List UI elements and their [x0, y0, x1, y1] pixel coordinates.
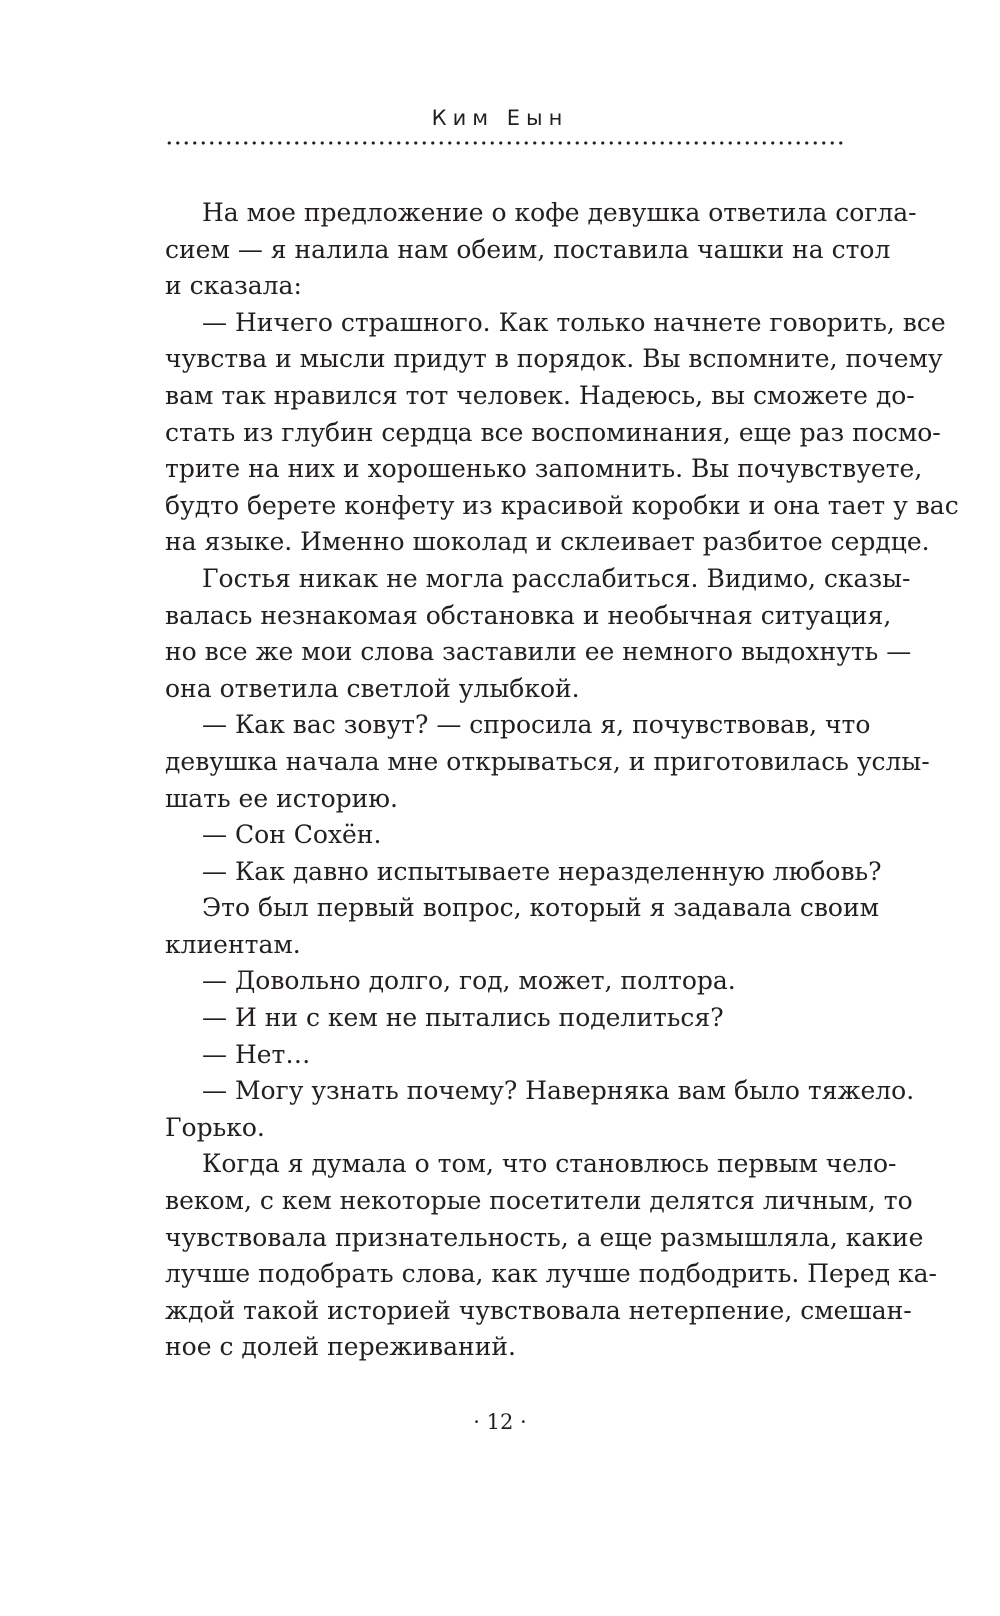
folio-bullet-right: · [520, 1410, 527, 1434]
text-line: стать из глубин сердца все воспоминания, еще раз посмо- [165, 417, 941, 447]
text-line: сием — я налила нам обеим, поставила чашки на стол [165, 234, 891, 264]
text-line: На мое предложение о кофе девушка ответила согла- [202, 198, 917, 227]
running-head-author: Ким Еын [431, 106, 569, 130]
page-number-value: 12 [486, 1410, 514, 1434]
text-line: ждой такой историей чувствовала нетерпение, смешан- [165, 1295, 912, 1325]
text-line: шать ее историю. [165, 783, 398, 813]
text-line: лучше подобрать слова, как лучше подбодрить. Перед ка- [165, 1259, 937, 1289]
text-line: — Ничего страшного. Как только начнете говорить, все [202, 307, 946, 337]
text-line: трите на них и хорошенько запомнить. Вы почувствуете, [165, 454, 923, 484]
text-line: Гостья никак не могла расслабиться. Видимо, сказы- [202, 563, 911, 593]
text-line: — Нет… [202, 1039, 311, 1069]
text-line: — Довольно долго, год, может, полтора. [202, 966, 736, 996]
text-line: — Как давно испытываете неразделенную любовь? [202, 856, 882, 886]
text-line: будто берете конфету из красивой коробки и она тает у вас [165, 490, 959, 520]
text-line: девушка начала мне открываться, и приготовилась услы- [165, 746, 930, 776]
body-text [165, 195, 959, 1366]
text-line: чувства и мысли придут в порядок. Вы вспомните, почему [165, 344, 943, 374]
text-line: ное с долей переживаний. [165, 1332, 516, 1362]
text-line: клиентам. [165, 929, 301, 959]
text-line: — Сон Сохён. [202, 820, 382, 850]
text-line: Когда я думала о том, что становлюсь первым чело- [202, 1149, 897, 1179]
page-number [0, 1410, 1000, 1434]
text-line: и сказала: [165, 271, 302, 301]
text-line: — Могу узнать почему? Наверняка вам было тяжело. [202, 1076, 915, 1106]
folio-bullet-left: · [473, 1410, 480, 1434]
dotted-divider [165, 139, 845, 147]
text-line: — И ни с кем не пытались поделиться? [202, 1003, 724, 1033]
text-line: она ответила светлой улыбкой. [165, 673, 580, 703]
text-line: на языке. Именно шоколад и склеивает разбитое сердце. [165, 527, 930, 557]
text-line: Это был первый вопрос, который я задавала своим [202, 893, 880, 923]
text-line: валась незнакомая обстановка и необычная ситуация, [165, 600, 892, 630]
text-line: веком, с кем некоторые посетители делятся личным, то [165, 1186, 913, 1216]
text-line: но все же мои слова заставили ее немного выдохнуть — [165, 637, 912, 667]
text-line: чувствовала признательность, а еще размышляла, какие [165, 1222, 924, 1252]
text-line: Горько. [165, 1112, 265, 1142]
text-line: вам так нравился тот человек. Надеюсь, вы сможете до- [165, 380, 915, 410]
text-line: — Как вас зовут? — спросила я, почувствовав, что [202, 710, 871, 740]
